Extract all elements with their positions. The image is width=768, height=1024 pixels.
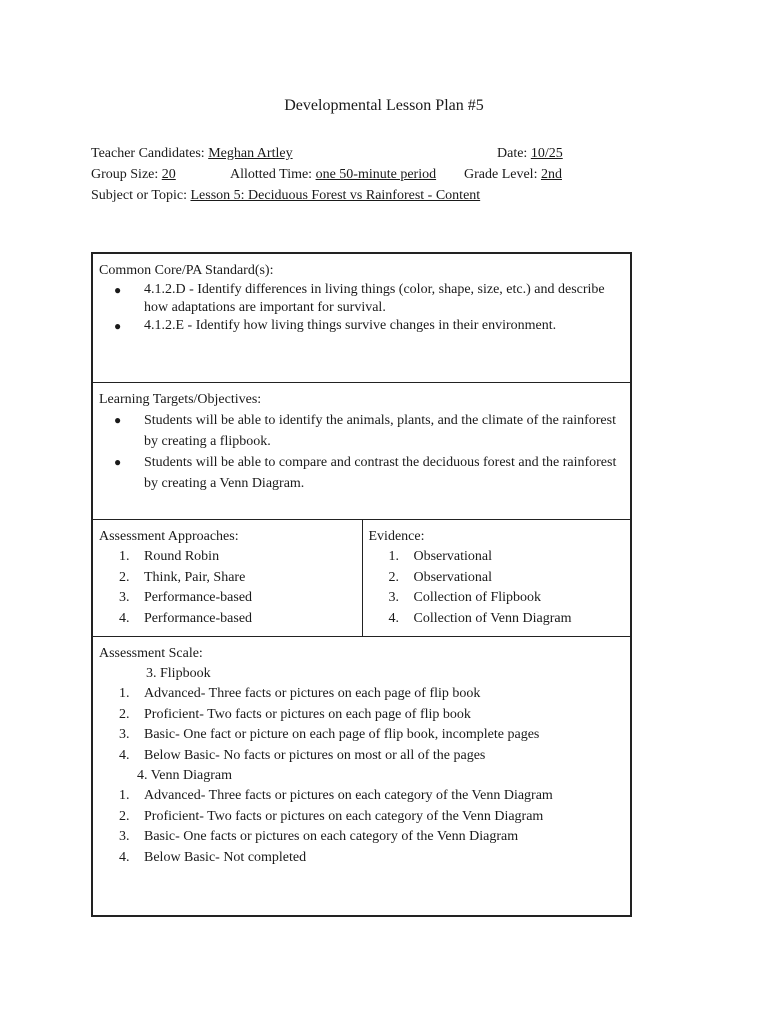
scale-section xyxy=(93,637,630,915)
grade-value: 2nd xyxy=(540,167,562,182)
group-label: Group Size: xyxy=(91,167,159,182)
list-item: 3. Performance-based xyxy=(119,590,253,605)
teacher-value: Meghan Artley xyxy=(208,146,293,161)
assessment-evidence-row xyxy=(93,520,630,637)
date-value: 10/25 xyxy=(530,146,563,161)
objectives-section xyxy=(93,383,630,520)
venn-label: 4. Venn Diagram xyxy=(137,768,232,783)
subject-line xyxy=(91,186,480,206)
list-item: 1. Round Robin xyxy=(119,549,220,564)
standards-heading: Common Core/PA Standard(s): xyxy=(99,263,274,278)
lesson-table xyxy=(91,252,632,917)
flipbook-label: 3. Flipbook xyxy=(146,666,211,681)
venn-list xyxy=(99,786,624,868)
group-value: 20 xyxy=(161,167,176,182)
standards-list xyxy=(99,281,624,335)
list-item: 3. Collection of Flipbook xyxy=(388,590,542,605)
list-item: ● 4.1.2.D - Identify differences in living things (color, shape, size, etc.) and describe how adaptations are important for survival. xyxy=(99,281,624,317)
grade-label: Grade Level: xyxy=(464,167,538,182)
list-item: ● 4.1.2.E - Identify how living things survive changes in their environment. xyxy=(99,317,624,335)
date-line xyxy=(497,144,563,164)
page-title: Developmental Lesson Plan #5 xyxy=(284,97,484,114)
evidence-list xyxy=(369,547,625,629)
grade-line xyxy=(464,165,562,185)
list-item: 3. Basic- One facts or pictures on each category of the Venn Diagram xyxy=(119,829,519,844)
list-item: 1. Observational xyxy=(388,549,493,564)
list-item: 2. Proficient- Two facts or pictures on each page of flip book xyxy=(119,706,471,722)
standards-section xyxy=(93,254,630,383)
list-item: 2. Observational xyxy=(388,569,493,585)
teacher-line xyxy=(91,144,293,164)
list-item: 4. Performance-based xyxy=(119,610,253,626)
list-item: 4. Below Basic- No facts or pictures on most or all of the pages xyxy=(119,747,486,763)
list-item: 4. Collection of Venn Diagram xyxy=(388,610,572,626)
list-item: 1. Advanced- Three facts or pictures on each category of the Venn Diagram xyxy=(119,788,553,803)
scale-heading: Assessment Scale: xyxy=(99,646,203,661)
list-item: ● Students will be able to compare and contrast the deciduous forest and the rainforest by creating a Venn Diagram. xyxy=(99,452,624,494)
evidence-heading: Evidence: xyxy=(368,529,425,544)
list-item: 2. Proficient- Two facts or pictures on each category of the Venn Diagram xyxy=(119,808,544,824)
list-item: 2. Think, Pair, Share xyxy=(119,569,246,585)
objectives-list xyxy=(99,410,624,494)
list-item: ● Students will be able to identify the animals, plants, and the climate of the rainforest by creating a flipbook. xyxy=(99,410,624,452)
subject-label: Subject or Topic: xyxy=(91,188,187,203)
list-item: 3. Basic- One fact or picture on each page of flip book, incomplete pages xyxy=(119,727,540,742)
assessment-list xyxy=(99,547,356,629)
teacher-label: Teacher Candidates: xyxy=(91,146,205,161)
flipbook-list xyxy=(99,684,624,766)
evidence-section xyxy=(362,520,631,636)
list-item: 4. Below Basic- Not completed xyxy=(119,849,307,865)
date-label: Date: xyxy=(497,146,528,161)
assessment-heading: Assessment Approaches: xyxy=(99,529,239,544)
time-label: Allotted Time: xyxy=(230,167,313,182)
group-line xyxy=(91,165,176,185)
list-item: 1. Advanced- Three facts or pictures on each page of flip book xyxy=(119,686,481,701)
objectives-heading: Learning Targets/Objectives: xyxy=(99,392,262,407)
time-value: one 50-minute period xyxy=(315,167,437,182)
assessment-section xyxy=(93,520,362,636)
subject-value: Lesson 5: Deciduous Forest vs Rainforest - Content xyxy=(190,188,481,203)
time-line xyxy=(230,165,436,185)
